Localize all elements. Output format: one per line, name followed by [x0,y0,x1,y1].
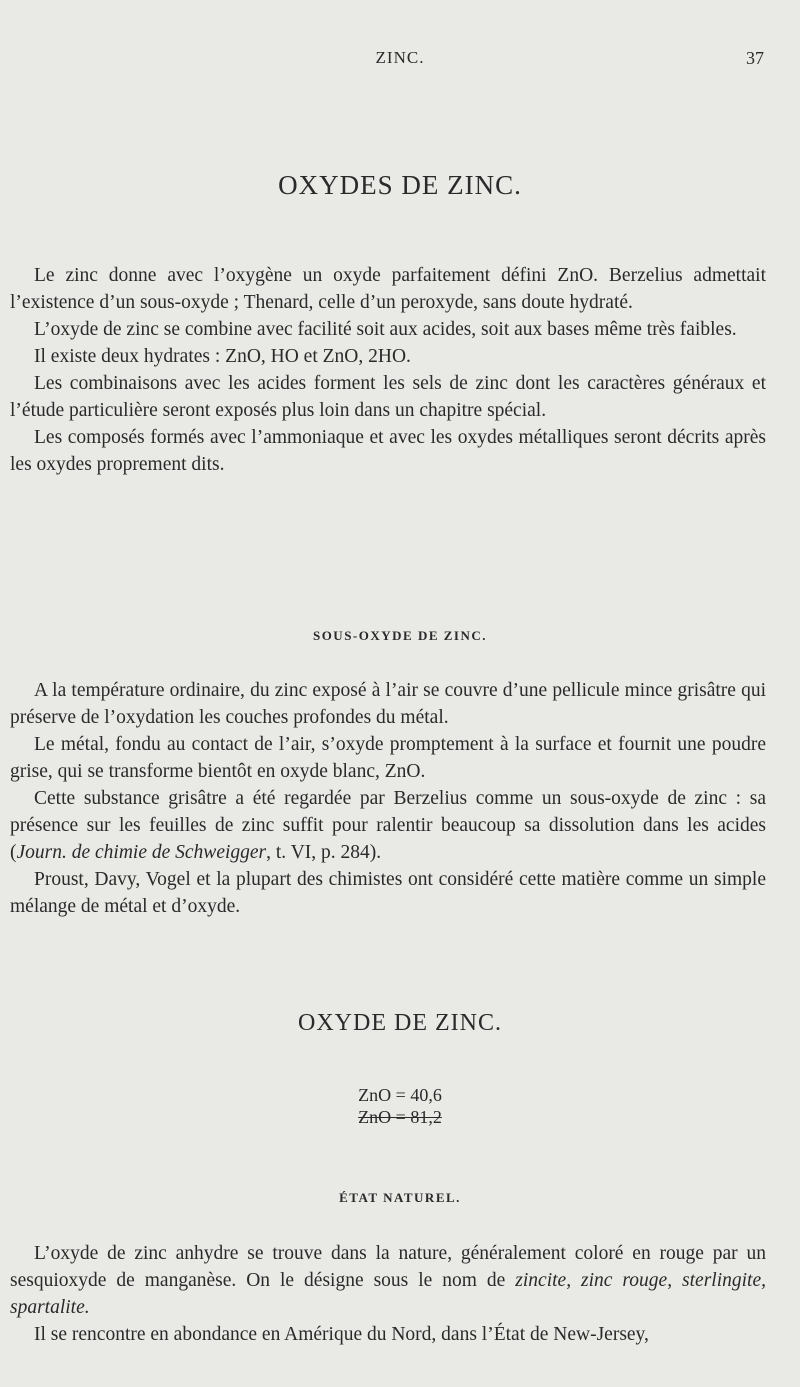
section-title-oxyde: OXYDE DE ZINC. [298,1010,502,1036]
mineral-names: zincite, zinc rouge, sterlingite, spartalite. [10,1270,766,1318]
formula-line: ZnO = 40,6 [358,1085,442,1105]
page-header [0,44,800,74]
section-body-etat-naturel [10,1240,766,1348]
paragraph: Les combinaisons avec les acides forment les sels de zinc dont les caractères généraux et l’étude particulière seront exposés plus loin dans un chapitre spécial. [10,373,766,421]
section-body-oxydes [10,262,766,478]
formula-line: ZnO = 81,2 [358,1107,442,1127]
page-number: 37 [746,48,764,68]
paragraph: Cette substance grisâtre a été regardée par Berzelius comme un sous-oxyde de zinc : sa présence sur les feuilles de zinc suffit pour ralentir beaucoup sa dissolution dans les acides (Journ. de chimie de Schweigger, t. VI, p. 284). [10,788,766,863]
journal-citation: Journ. de chimie de Schweigger [16,842,267,863]
section-body-sous-oxyde [10,677,766,920]
paragraph: L’oxyde de zinc se combine avec facilité soit aux acides, soit aux bases même très faibles. [34,319,737,340]
paragraph: Proust, Davy, Vogel et la plupart des chimistes ont considéré cette matière comme un simple mélange de métal et d’oxyde. [10,869,766,917]
paragraph: L’oxyde de zinc anhydre se trouve dans la nature, généralement coloré en rouge par un sesquioxyde de manganèse. On le désigne sous le nom de zincite, zinc rouge, sterlingite, spartalite. [10,1243,766,1318]
paragraph: Il existe deux hydrates : ZnO, HO et ZnO, 2HO. [34,346,411,367]
section-title-oxydes: OXYDES DE ZINC. [278,170,522,200]
paragraph: A la température ordinaire, du zinc exposé à l’air se couvre d’une pellicule mince grisâtre qui préserve de l’oxydation les couches profondes du métal. [10,680,766,728]
paragraph: Le métal, fondu au contact de l’air, s’oxyde promptement à la surface et fournit une poudre grise, qui se transforme bientôt en oxyde blanc, ZnO. [10,734,766,782]
section-title-sous-oxyde: SOUS-OXYDE DE ZINC. [312,628,488,643]
running-title: ZINC. [375,48,425,67]
paragraph: Le zinc donne avec l’oxygène un oxyde parfaitement défini ZnO. Berzelius admettait l’existence d’un sous-oxyde ; Thenard, celle d’un peroxyde, sans doute hydraté. [10,265,766,313]
paragraph: Les composés formés avec l’ammoniaque et avec les oxydes métalliques seront décrits après les oxydes proprement dits. [10,427,766,475]
section-title-etat-naturel: ÉTAT NATUREL. [339,1190,461,1205]
formula-block [0,1084,800,1128]
paragraph: Il se rencontre en abondance en Amérique du Nord, dans l’État de New-Jersey, [34,1324,649,1345]
